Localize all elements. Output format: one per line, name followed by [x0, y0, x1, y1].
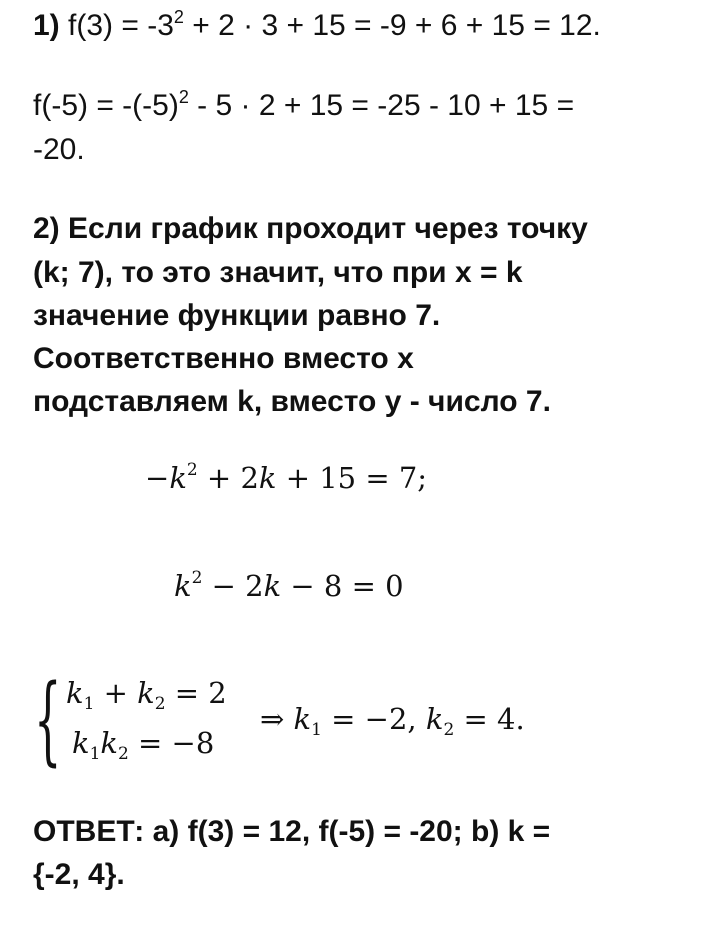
- part1-label: 1): [33, 9, 60, 42]
- equation-1: [145, 461, 427, 495]
- sys-row1-s1: 1: [83, 694, 95, 714]
- answer-line-1: ОТВЕТ: а) f(3) = 12, f(-5) = -20; b) k =: [33, 815, 551, 848]
- part2-line-3: значение функции равно 7.: [33, 299, 441, 332]
- part1-line2-b: - 5 · 2 + 15 = -25 - 10 + 15 =: [188, 89, 575, 122]
- sys-row1-rest: = 2: [165, 676, 227, 710]
- sys-arrow: ⇒: [260, 702, 294, 736]
- part1-line1-a: f(3) = -3: [59, 9, 174, 42]
- part1-line2-a: f(-5) = -(-5): [33, 89, 179, 122]
- sys-res-s1: 1: [311, 720, 322, 740]
- eq1-exp: 2: [186, 460, 198, 480]
- eq1-minus: −: [145, 461, 170, 495]
- part2-line-1: 2) Если график проходит через точку: [33, 212, 588, 245]
- sys-row1-s2: 2: [154, 694, 166, 714]
- eq2-rest-a: − 2: [202, 569, 264, 603]
- part2-line-4: Соответственно вместо х: [33, 342, 414, 375]
- sys-res-v1: k: [293, 702, 312, 736]
- sys-res-v2: k: [425, 702, 444, 736]
- sys-row2-s1: 1: [89, 744, 101, 764]
- sys-res-s2: 2: [443, 720, 455, 740]
- eq1-rest-a: + 2: [197, 461, 259, 495]
- system-brace: {: [34, 664, 62, 776]
- sys-row1-v1: k: [66, 676, 84, 710]
- eq2-exp: 2: [191, 568, 203, 588]
- sys-row2-s2: 2: [117, 744, 129, 764]
- eq1-rest-b: + 15 = 7;: [276, 461, 428, 495]
- eq2-var2: k: [263, 569, 282, 603]
- part2-line-5: подставляем k, вместо у - число 7.: [33, 385, 551, 418]
- part2-line-2: (k; 7), то это значит, что при х = k: [33, 256, 523, 289]
- part1-line1: [33, 6, 601, 46]
- system-row-1: [66, 676, 227, 714]
- sys-row1-op: +: [94, 676, 138, 710]
- sys-row2-rest: = −8: [128, 726, 215, 760]
- part1-line1-sup: 2: [173, 7, 184, 27]
- equation-2: [174, 569, 404, 603]
- eq2-rest-b: − 8 = 0: [281, 569, 404, 603]
- sys-row2-v1: k: [72, 726, 90, 760]
- sys-row2-v2: k: [100, 726, 118, 760]
- part1-line3: -20.: [33, 133, 85, 166]
- sys-res-end: = 4.: [454, 702, 525, 736]
- system-row-2: [72, 726, 215, 764]
- part1-line2-sup: 2: [178, 87, 189, 107]
- system-result: [260, 702, 525, 740]
- sys-row1-v2: k: [137, 676, 155, 710]
- eq2-var: k: [174, 569, 192, 603]
- sys-res-mid: = −2,: [321, 702, 426, 736]
- part1-line1-b: + 2 · 3 + 15 = -9 + 6 + 15 = 12.: [183, 9, 601, 42]
- eq1-var: k: [169, 461, 187, 495]
- eq1-var2: k: [258, 461, 277, 495]
- part1-line2: [33, 86, 574, 126]
- answer-line-2: {-2, 4}.: [33, 858, 125, 891]
